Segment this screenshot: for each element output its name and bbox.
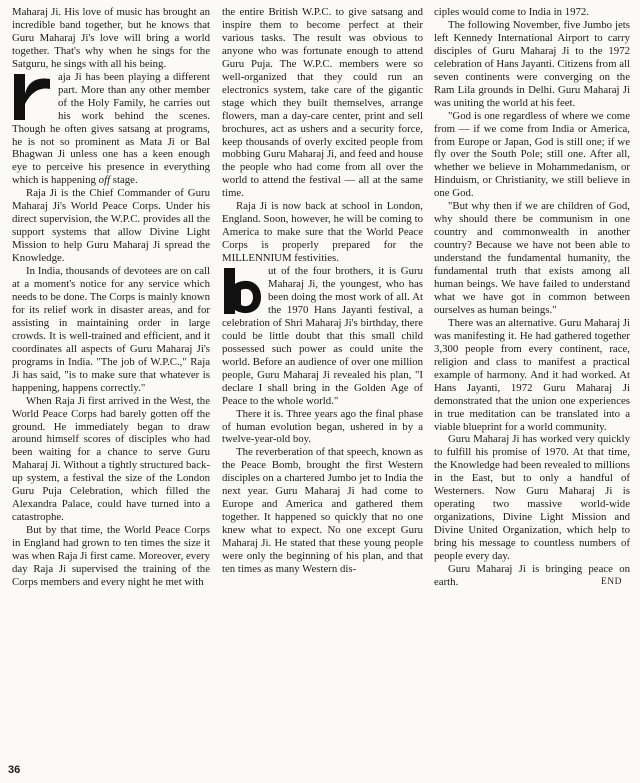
- paragraph: "God is one regardless of where we come from — if we come from India or America, from Europe or Japan, God is still one; if we fly over the South Pole; still one. After all, whether we believe in Mohammedanism, or Hinduism, or Christianity, we still believe in one God.: [434, 109, 630, 200]
- paragraph-text-end: stage.: [110, 174, 138, 187]
- italic-word: off: [98, 174, 111, 187]
- paragraph-with-drop-cap: [222, 265, 423, 407]
- drop-cap-r: [12, 74, 53, 120]
- paragraph: ciples would come to India in 1972.: [434, 6, 590, 18]
- paragraph: Raja Ji is the Chief Commander of Guru Maharaj Ji's World Peace Corps. Under his direct supervision, the W.P.C. provides all the support systems that allow Divine Light Mission to help Guru Maharaj Ji spread the Knowledge.: [12, 187, 210, 265]
- drop-cap-b-glyph: [222, 268, 263, 314]
- paragraph: Raja Ji is now back at school in London, England. Soon, however, he will be coming to America to make sure that the World Peace Corps is properly prepared for the MILLENNIUM festivities.: [222, 200, 423, 265]
- paragraph: The following November, five Jumbo jets left Kennedy International Airport to carry disciples of Guru Maharaj Ji to the 1972 celebration of Hans Jayanti. Citizens from all seven continents were converging on the Ram Lila grounds in Delhi. Guru Maharaj Ji was uniting the world at his feet.: [434, 18, 630, 109]
- paragraph: But by that time, the World Peace Corps in England had grown to ten times the size it was when Raja Ji first came. Moreover, every day Raja Ji supervised the training of the Corps members and every night he met with: [12, 524, 210, 588]
- drop-cap-b: [222, 268, 263, 314]
- text-column-1: [12, 6, 210, 589]
- paragraph: There it is. Three years ago the final phase of human evolution began, ushered in by a twelve-year-old boy.: [222, 407, 423, 446]
- paragraph: "But why then if we are children of God, why should there be communism in one country and commonwealth in another country? Because we have not been able to understand the fundamental humanity, the fundamental truth that exists among all human beings. We have failed to understand what we have got in common between ourselves as human beings.": [434, 200, 630, 316]
- paragraph: The reverberation of that speech, known as the Peace Bomb, brought the first Western disciples on a chartered Jumbo jet to India the next year. Guru Maharaj Ji had come to Europe and America and gathered them together. It happened so quickly that no one knew what to expect. No one except Guru Maharaj Ji. He stated that these young people were only the beginning of his plan, and that ten times as many Western dis-: [222, 446, 423, 575]
- paragraph-with-drop-cap: [12, 71, 210, 188]
- paragraph: There was an alternative. Guru Maharaj Ji was manifesting it. He had gathered together 3,300 people from every continent, race, religion and class to manifest a practical example of harmony. And it had worked. At Hans Jayanti, 1972 Guru Maharaj Ji demonstrated that the union one experiences in true meditation can be translated into a viable blueprint for a world community.: [434, 316, 630, 433]
- paragraph-text: Guru Maharaj Ji is bringing peace on earth.: [434, 562, 630, 588]
- paragraph-text: aja Ji has been playing a different part. More than any other member of the Holy Family, he carries out his work behind the scenes. Though he often gives satsang at programs, he is not so prominent as Mata Ji or Bal Bhagwan Ji unless one has a keen enough eye to perceive his presence in everything which is happening: [12, 70, 210, 187]
- text-column-2: [222, 6, 423, 576]
- paragraph: [434, 563, 630, 589]
- page-number: 36: [8, 764, 21, 776]
- paragraph: Guru Maharaj Ji has worked very quickly to fulfill his promise of 1970. At that time, the Knowledge had been revealed to millions in the East, but to only a handful of Westerners. Now Guru Maharaj Ji is operating two massive world-wide organizations, Divine Light Mission and Divine United Organization, which help to bring his message to countless numbers of people every day.: [434, 433, 630, 563]
- paragraph: In India, thousands of devotees are on call at a moment's notice for any service which needs to be done. The Corps is mainly known for its relief work in disaster areas, and for assisting in maintaining order in large crowds. It is well-trained and efficient, and it coordinates all aspects of Guru Maharaj Ji's programs in India. "The job of W.P.C.," Raja Ji has said, "is to make sure that whatever is happening, happens correctly.": [12, 265, 210, 394]
- end-mark: END: [600, 576, 622, 587]
- paragraph: Maharaj Ji. His love of music has brought an incredible band together, but he knows that Guru Maharaj Ji's love will bring a world together. That's why when he sings for the Satguru, he sings with all his being.: [12, 6, 210, 70]
- paragraph: When Raja Ji first arrived in the West, the World Peace Corps had barely gotten off the ground. He immediately began to draw around himself scores of disciples who had been waiting for a chance to serve Guru Maharaj Ji. Without a tightly structured back-up system, a festival the size of the London Guru Puja Celebration, which filled the Alexandra Palace, could have turned into a catastrophe.: [12, 394, 210, 524]
- drop-cap-r-glyph: [12, 74, 53, 120]
- text-column-3: [434, 6, 630, 589]
- paragraph: the entire British W.P.C. to give satsang and inspire them to become perfect at their various tasks. The result was obvious to anyone who was fortunate enough to attend Guru Puja. The W.P.C. members were so well-organized that they could run an electronics system, take care of the gigantic stage which they built themselves, arrange flowers, man a day-care center, print and sell brochures, act as ushers and a security force, keep thousands of overly excited people from mobbing Guru Maharaj Ji, and feed and house the people who had come from all over the world to attend the festival — all at the same time.: [222, 6, 423, 200]
- paragraph-text: ut of the four brothers, it is Guru Maharaj Ji, the youngest, who has been doing the most work of all. At the 1970 Hans Jayanti festival, a celebration of Shri Maharaj Ji's birthday, there could be little doubt that this small child possessed such power as could unite the world. Before an audience of over one million people, Guru Maharaj Ji revealed his plan, "I declare I shall bring in the Golden Age of Peace to the whole world.": [222, 265, 423, 407]
